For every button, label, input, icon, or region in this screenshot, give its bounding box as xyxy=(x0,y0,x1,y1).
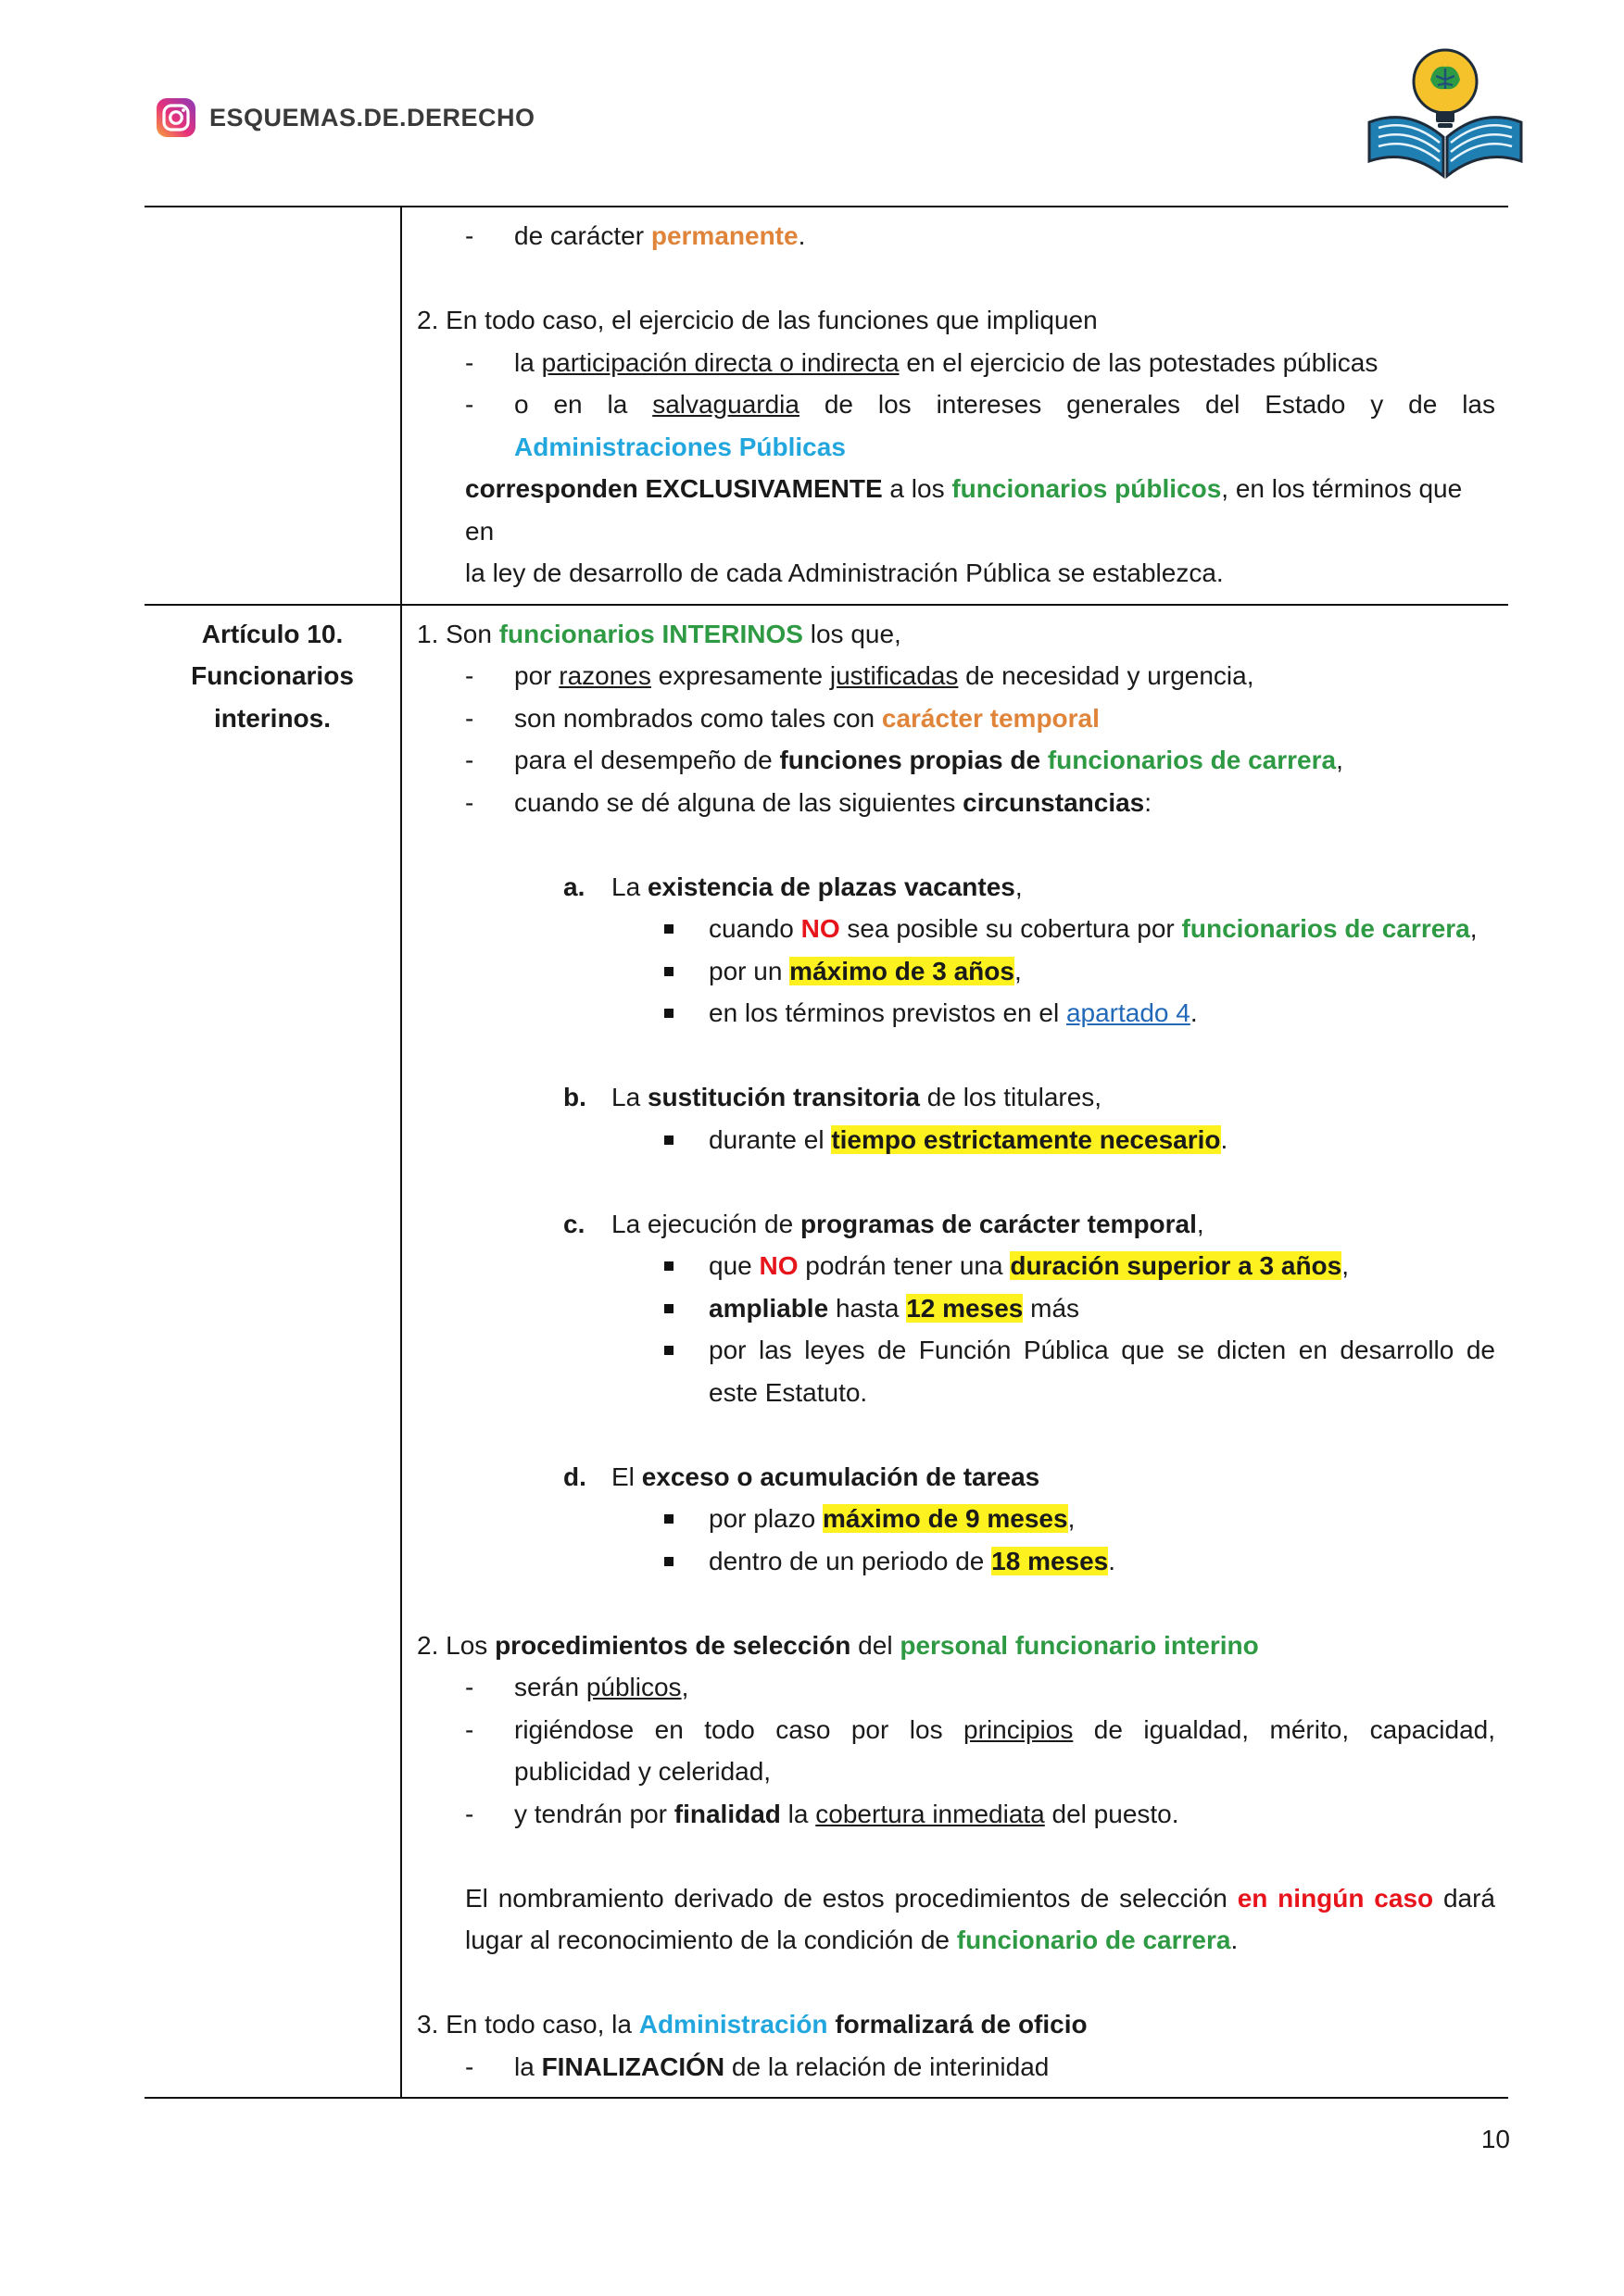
list-item: - serán públicos, xyxy=(417,1666,1495,1709)
list-item: - y tendrán por finalidad la cobertura inmediata del puesto. xyxy=(417,1793,1495,1836)
list-item: - la participación directa o indirecta en el ejercicio de las potestades públicas xyxy=(417,342,1495,384)
bullet-item: por plazo máximo de 9 meses, xyxy=(417,1498,1495,1540)
bullet-item: ampliable hasta 12 meses más xyxy=(417,1287,1495,1330)
bullet-item: que NO podrán tener una duración superior a 3 años, xyxy=(417,1245,1495,1287)
bullet-item: dentro de un periodo de 18 meses. xyxy=(417,1540,1495,1583)
list-item: - la FINALIZACIÓN de la relación de interinidad xyxy=(417,2046,1495,2089)
lettered-item: c. La ejecución de programas de carácter temporal, xyxy=(563,1209,1204,1238)
list-item: - por razones expresamente justificadas de necesidad y urgencia, xyxy=(417,655,1495,697)
list-item: - cuando se dé alguna de las siguientes circunstancias: xyxy=(417,782,1495,824)
article-title: Artículo 10. Funcionarios interinos. xyxy=(191,619,354,733)
bullet-item-continuation: este Estatuto. xyxy=(709,1377,868,1407)
articles-table xyxy=(145,206,1508,2099)
list-item: - o en la salvaguardia de los intereses generales del Estado y de las xyxy=(417,383,1495,426)
bullet-item: cuando NO sea posible su cobertura por funcionarios de carrera, xyxy=(417,908,1495,950)
paragraph: 1. Son funcionarios INTERINOS los que, xyxy=(417,619,901,648)
article-cell xyxy=(145,207,401,605)
lettered-item: d. El exceso o acumulación de tareas xyxy=(563,1462,1040,1491)
bullet-item: por un máximo de 3 años, xyxy=(417,950,1495,993)
paragraph: El nombramiento derivado de estos procedimientos de selección en ningún caso dará xyxy=(465,1883,1495,1913)
bullet-item: durante el tiempo estrictamente necesario. xyxy=(417,1119,1495,1161)
paragraph: 3. En todo caso, la Administración formalizará de oficio xyxy=(417,2010,1088,2039)
article-content xyxy=(401,207,1508,605)
list-item-continuation: publicidad y celeridad, xyxy=(514,1757,772,1786)
paragraph: lugar al reconocimiento de la condición de funcionario de carrera. xyxy=(465,1926,1239,1954)
brand[interactable] xyxy=(156,97,535,138)
bullet-item: en los términos previstos en el apartado 4. xyxy=(417,992,1495,1035)
article-content xyxy=(401,605,1508,2099)
table-row xyxy=(145,605,1508,2099)
brand-text: ESQUEMAS.DE.DERECHO xyxy=(209,103,535,132)
instagram-icon xyxy=(156,97,196,138)
paragraph: 2. Los procedimientos de selección del personal funcionario interino xyxy=(417,1630,1259,1660)
list-item-continuation: Administraciones Públicas xyxy=(514,432,846,461)
paragraph: corresponden EXCLUSIVAMENTE a los funcionarios públicos, en los términos que en xyxy=(465,474,1463,546)
page-number: 10 xyxy=(1480,2125,1510,2153)
paragraph: 2. En todo caso, el ejercicio de las funciones que impliquen xyxy=(417,306,1098,334)
list-item: - rigiéndose en todo caso por los principios de igualdad, mérito, capacidad, xyxy=(417,1709,1495,1751)
page-header xyxy=(0,0,1624,185)
bullet-item: por las leyes de Función Pública que se dicten en desarrollo de xyxy=(417,1329,1495,1372)
table-row xyxy=(145,207,1508,605)
list-item: - de carácter permanente. xyxy=(417,215,1495,257)
brain-lightbulb-book-icon xyxy=(1362,37,1529,185)
apartado-4-link[interactable]: apartado 4 xyxy=(1065,998,1190,1027)
lettered-item: a. La existencia de plazas vacantes, xyxy=(563,872,1023,901)
list-item: - para el desempeño de funciones propias de funcionarios de carrera, xyxy=(417,739,1495,782)
article-cell xyxy=(145,605,401,2099)
lettered-item: b. La sustitución transitoria de los titulares, xyxy=(563,1083,1102,1111)
paragraph: la ley de desarrollo de cada Administración Pública se establezca. xyxy=(465,558,1224,587)
list-item: - son nombrados como tales con carácter temporal xyxy=(417,697,1495,740)
